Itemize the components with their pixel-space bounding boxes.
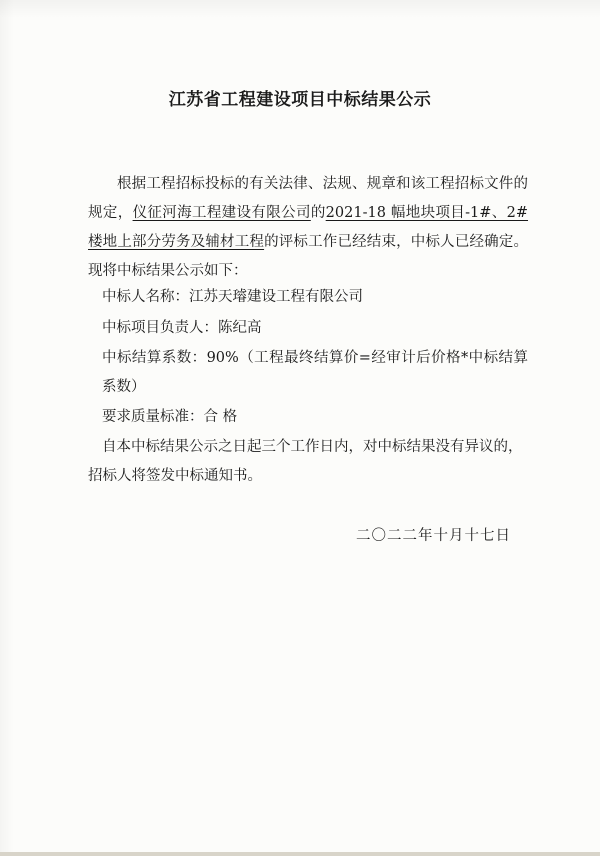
manager-value: 陈纪高 — [218, 320, 262, 336]
intro-text-2: 的 — [310, 205, 326, 221]
quality-label: 要求质量标准： — [102, 409, 204, 425]
manager-line — [88, 314, 542, 343]
winner-value: 江苏天璿建设工程有限公司 — [189, 289, 363, 305]
intro-text-1: 根据工程招标投标的有关法律、法规、规章和该工程招标文件的规定， — [88, 176, 528, 221]
tenderer-name: 仪征河海工程建设有限公司 — [132, 205, 311, 221]
document-date: 二〇二二年十月十七日 — [356, 528, 511, 544]
intro-text-3: 的评标工作已经结束，中标人已经确定。现将中标结果公示如下： — [88, 234, 529, 279]
intro-paragraph — [88, 170, 528, 286]
winner-line — [88, 283, 542, 312]
notice-paragraph: 自本中标结果公示之日起三个工作日内，对中标结果没有异议的，招标人将签发中标通知书。 — [88, 439, 523, 484]
page-edge — [0, 852, 600, 856]
quality-line — [88, 403, 542, 432]
coefficient-line — [88, 344, 528, 402]
document-title: 江苏省工程建设项目中标结果公示 — [168, 90, 432, 110]
coefficient-label: 中标结算系数： — [102, 350, 207, 366]
quality-value: 合 格 — [203, 409, 238, 425]
winner-label: 中标人名称： — [102, 289, 189, 305]
manager-label: 中标项目负责人： — [102, 320, 218, 336]
coefficient-value: 90%（工程最终结算价=经审计后价格*中标结算系数） — [102, 350, 528, 395]
project-name: 2021-18 幅地块项目-1#、2#楼地上部分劳务及辅材工程 — [88, 205, 529, 250]
